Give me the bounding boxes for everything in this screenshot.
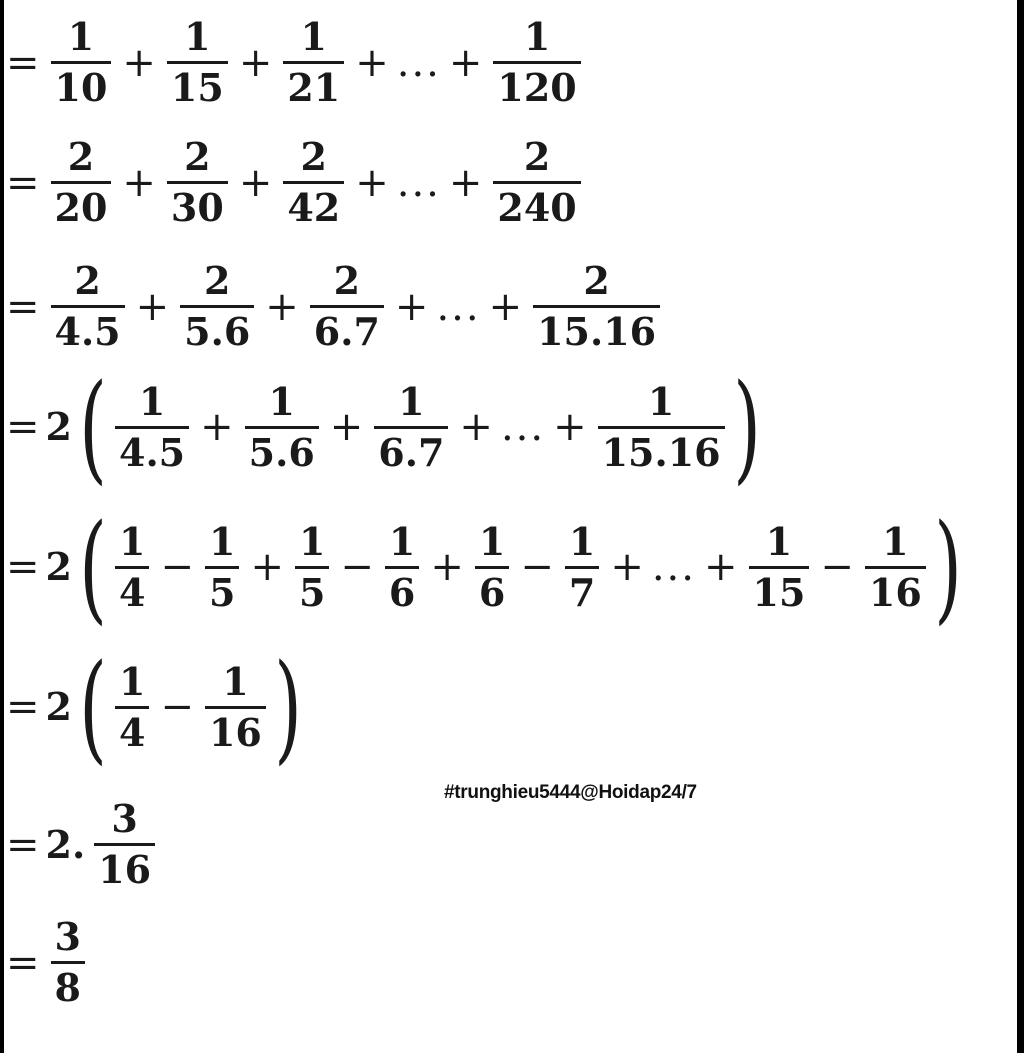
numerator: 1	[67, 14, 95, 59]
denominator: 6	[478, 569, 506, 615]
equals-sign: =	[6, 544, 40, 591]
equals-sign: =	[6, 821, 40, 868]
fraction	[385, 518, 419, 615]
numerator: 1	[647, 378, 675, 424]
fraction	[115, 378, 189, 475]
fraction	[475, 518, 509, 615]
numerator: 1	[138, 378, 166, 424]
equals-sign: =	[6, 39, 40, 86]
right-parenthesis: )	[274, 638, 302, 776]
equation-line	[6, 14, 586, 110]
denominator: 4	[119, 569, 146, 615]
left-parenthesis: (	[79, 638, 107, 776]
equals-sign: =	[6, 159, 40, 206]
right-parenthesis: )	[934, 498, 962, 636]
ellipsis: ...	[500, 404, 546, 451]
fraction	[51, 14, 112, 110]
numerator: 1	[119, 518, 146, 564]
denominator: 6.7	[378, 429, 445, 475]
fraction	[94, 796, 155, 892]
fraction	[115, 518, 149, 615]
numerator: 1	[208, 518, 236, 564]
operator: +	[265, 283, 299, 330]
numerator: 1	[222, 658, 249, 704]
operator: +	[122, 39, 156, 86]
equation-line	[6, 498, 965, 636]
denominator: 10	[54, 65, 108, 110]
equals-sign: =	[6, 939, 40, 986]
equation-line	[6, 638, 305, 776]
operator: −	[160, 544, 194, 591]
coefficient: 2	[45, 544, 72, 590]
numerator: 1	[300, 14, 327, 59]
fraction	[167, 14, 228, 110]
fraction	[493, 134, 580, 230]
denominator: 42	[287, 185, 341, 230]
fraction	[205, 518, 239, 615]
denominator: 16	[98, 847, 152, 892]
numerator: 2	[583, 258, 610, 303]
denominator: 5.6	[248, 429, 315, 475]
fraction	[598, 378, 725, 475]
left-parenthesis: (	[79, 358, 107, 496]
denominator: 15.16	[601, 429, 721, 475]
operator: +	[200, 404, 234, 451]
denominator: 5.6	[184, 309, 251, 354]
ellipsis: ...	[396, 159, 441, 206]
fraction	[283, 134, 344, 230]
fraction	[51, 258, 125, 354]
operator: +	[250, 544, 284, 591]
denominator: 7	[568, 569, 596, 615]
denominator: 30	[170, 185, 224, 230]
fraction	[310, 258, 384, 354]
denominator: 5	[208, 569, 236, 615]
denominator: 8	[54, 965, 81, 1010]
fraction	[493, 14, 580, 110]
operator: +	[394, 283, 429, 330]
operator: −	[820, 544, 854, 591]
fraction	[51, 134, 112, 230]
operator: +	[703, 544, 738, 591]
denominator: 4	[119, 709, 146, 755]
denominator: 15	[752, 569, 806, 615]
equation-line	[6, 914, 90, 1010]
numerator: 1	[398, 378, 425, 424]
equation-line	[6, 258, 665, 354]
operator: +	[553, 404, 587, 451]
numerator: 1	[119, 658, 146, 704]
fraction	[167, 134, 228, 230]
right-parenthesis: )	[732, 358, 761, 496]
denominator: 21	[287, 65, 341, 110]
operator: −	[340, 544, 374, 591]
left-border	[0, 0, 4, 1053]
fraction	[295, 518, 329, 615]
fraction	[245, 378, 319, 475]
denominator: 120	[497, 65, 577, 110]
operator: +	[238, 159, 273, 206]
operator: +	[122, 159, 156, 206]
numerator: 2	[300, 134, 327, 179]
numerator: 2	[184, 134, 211, 179]
denominator: 15.16	[537, 309, 657, 354]
operator: +	[135, 283, 170, 330]
coefficient: 2	[45, 684, 72, 730]
numerator: 1	[268, 378, 295, 424]
fraction	[533, 258, 660, 354]
ellipsis: ...	[396, 39, 441, 86]
operator: +	[329, 404, 364, 451]
numerator: 2	[67, 134, 95, 179]
ellipsis: ...	[651, 544, 696, 591]
numerator: 2	[523, 134, 551, 179]
numerator: 1	[478, 518, 506, 564]
numerator: 2	[203, 258, 231, 303]
fraction	[283, 14, 344, 110]
numerator: 2	[74, 258, 101, 303]
denominator: 6.7	[313, 309, 380, 354]
operator: +	[448, 159, 483, 206]
equals-sign: =	[6, 283, 40, 330]
fraction	[115, 658, 149, 755]
denominator: 15	[170, 65, 224, 110]
denominator: 5	[298, 569, 326, 615]
numerator: 3	[54, 914, 81, 959]
denominator: 240	[497, 185, 577, 230]
numerator: 3	[111, 796, 138, 841]
numerator: 1	[388, 518, 416, 564]
fraction	[749, 518, 810, 615]
fraction	[374, 378, 448, 475]
denominator: 4.5	[119, 429, 186, 475]
denominator: 6	[388, 569, 416, 615]
denominator: 4.5	[54, 309, 121, 354]
operator: −	[520, 544, 554, 591]
ellipsis: ...	[436, 283, 481, 330]
operator: +	[430, 544, 464, 591]
operator: +	[610, 544, 644, 591]
numerator: 1	[523, 14, 551, 59]
operator: +	[488, 283, 523, 330]
operator: +	[448, 39, 483, 86]
denominator: 16	[868, 569, 922, 615]
equation-line	[6, 134, 586, 230]
coefficient: 2	[45, 404, 72, 450]
fraction	[865, 518, 926, 615]
numerator: 1	[298, 518, 326, 564]
fraction	[565, 518, 599, 615]
operator: +	[355, 39, 389, 86]
coefficient: 2.	[45, 821, 86, 867]
watermark: #trunghieu5444@Hoidap24/7	[444, 782, 697, 803]
numerator: 1	[765, 518, 793, 564]
numerator: 1	[882, 518, 909, 564]
operator: +	[238, 39, 273, 86]
operator: +	[355, 159, 389, 206]
equation-line	[6, 358, 764, 496]
fraction	[51, 914, 85, 1010]
left-parenthesis: (	[79, 498, 107, 636]
denominator: 20	[54, 185, 108, 230]
operator: −	[160, 684, 194, 731]
numerator: 1	[184, 14, 211, 59]
operator: +	[459, 404, 493, 451]
numerator: 1	[568, 518, 596, 564]
fraction	[205, 658, 266, 755]
equals-sign: =	[6, 684, 40, 731]
equals-sign: =	[6, 404, 40, 451]
numerator: 2	[333, 258, 361, 303]
right-border	[1017, 0, 1024, 1053]
fraction	[180, 258, 254, 354]
equation-line	[6, 796, 160, 892]
denominator: 16	[208, 709, 262, 755]
